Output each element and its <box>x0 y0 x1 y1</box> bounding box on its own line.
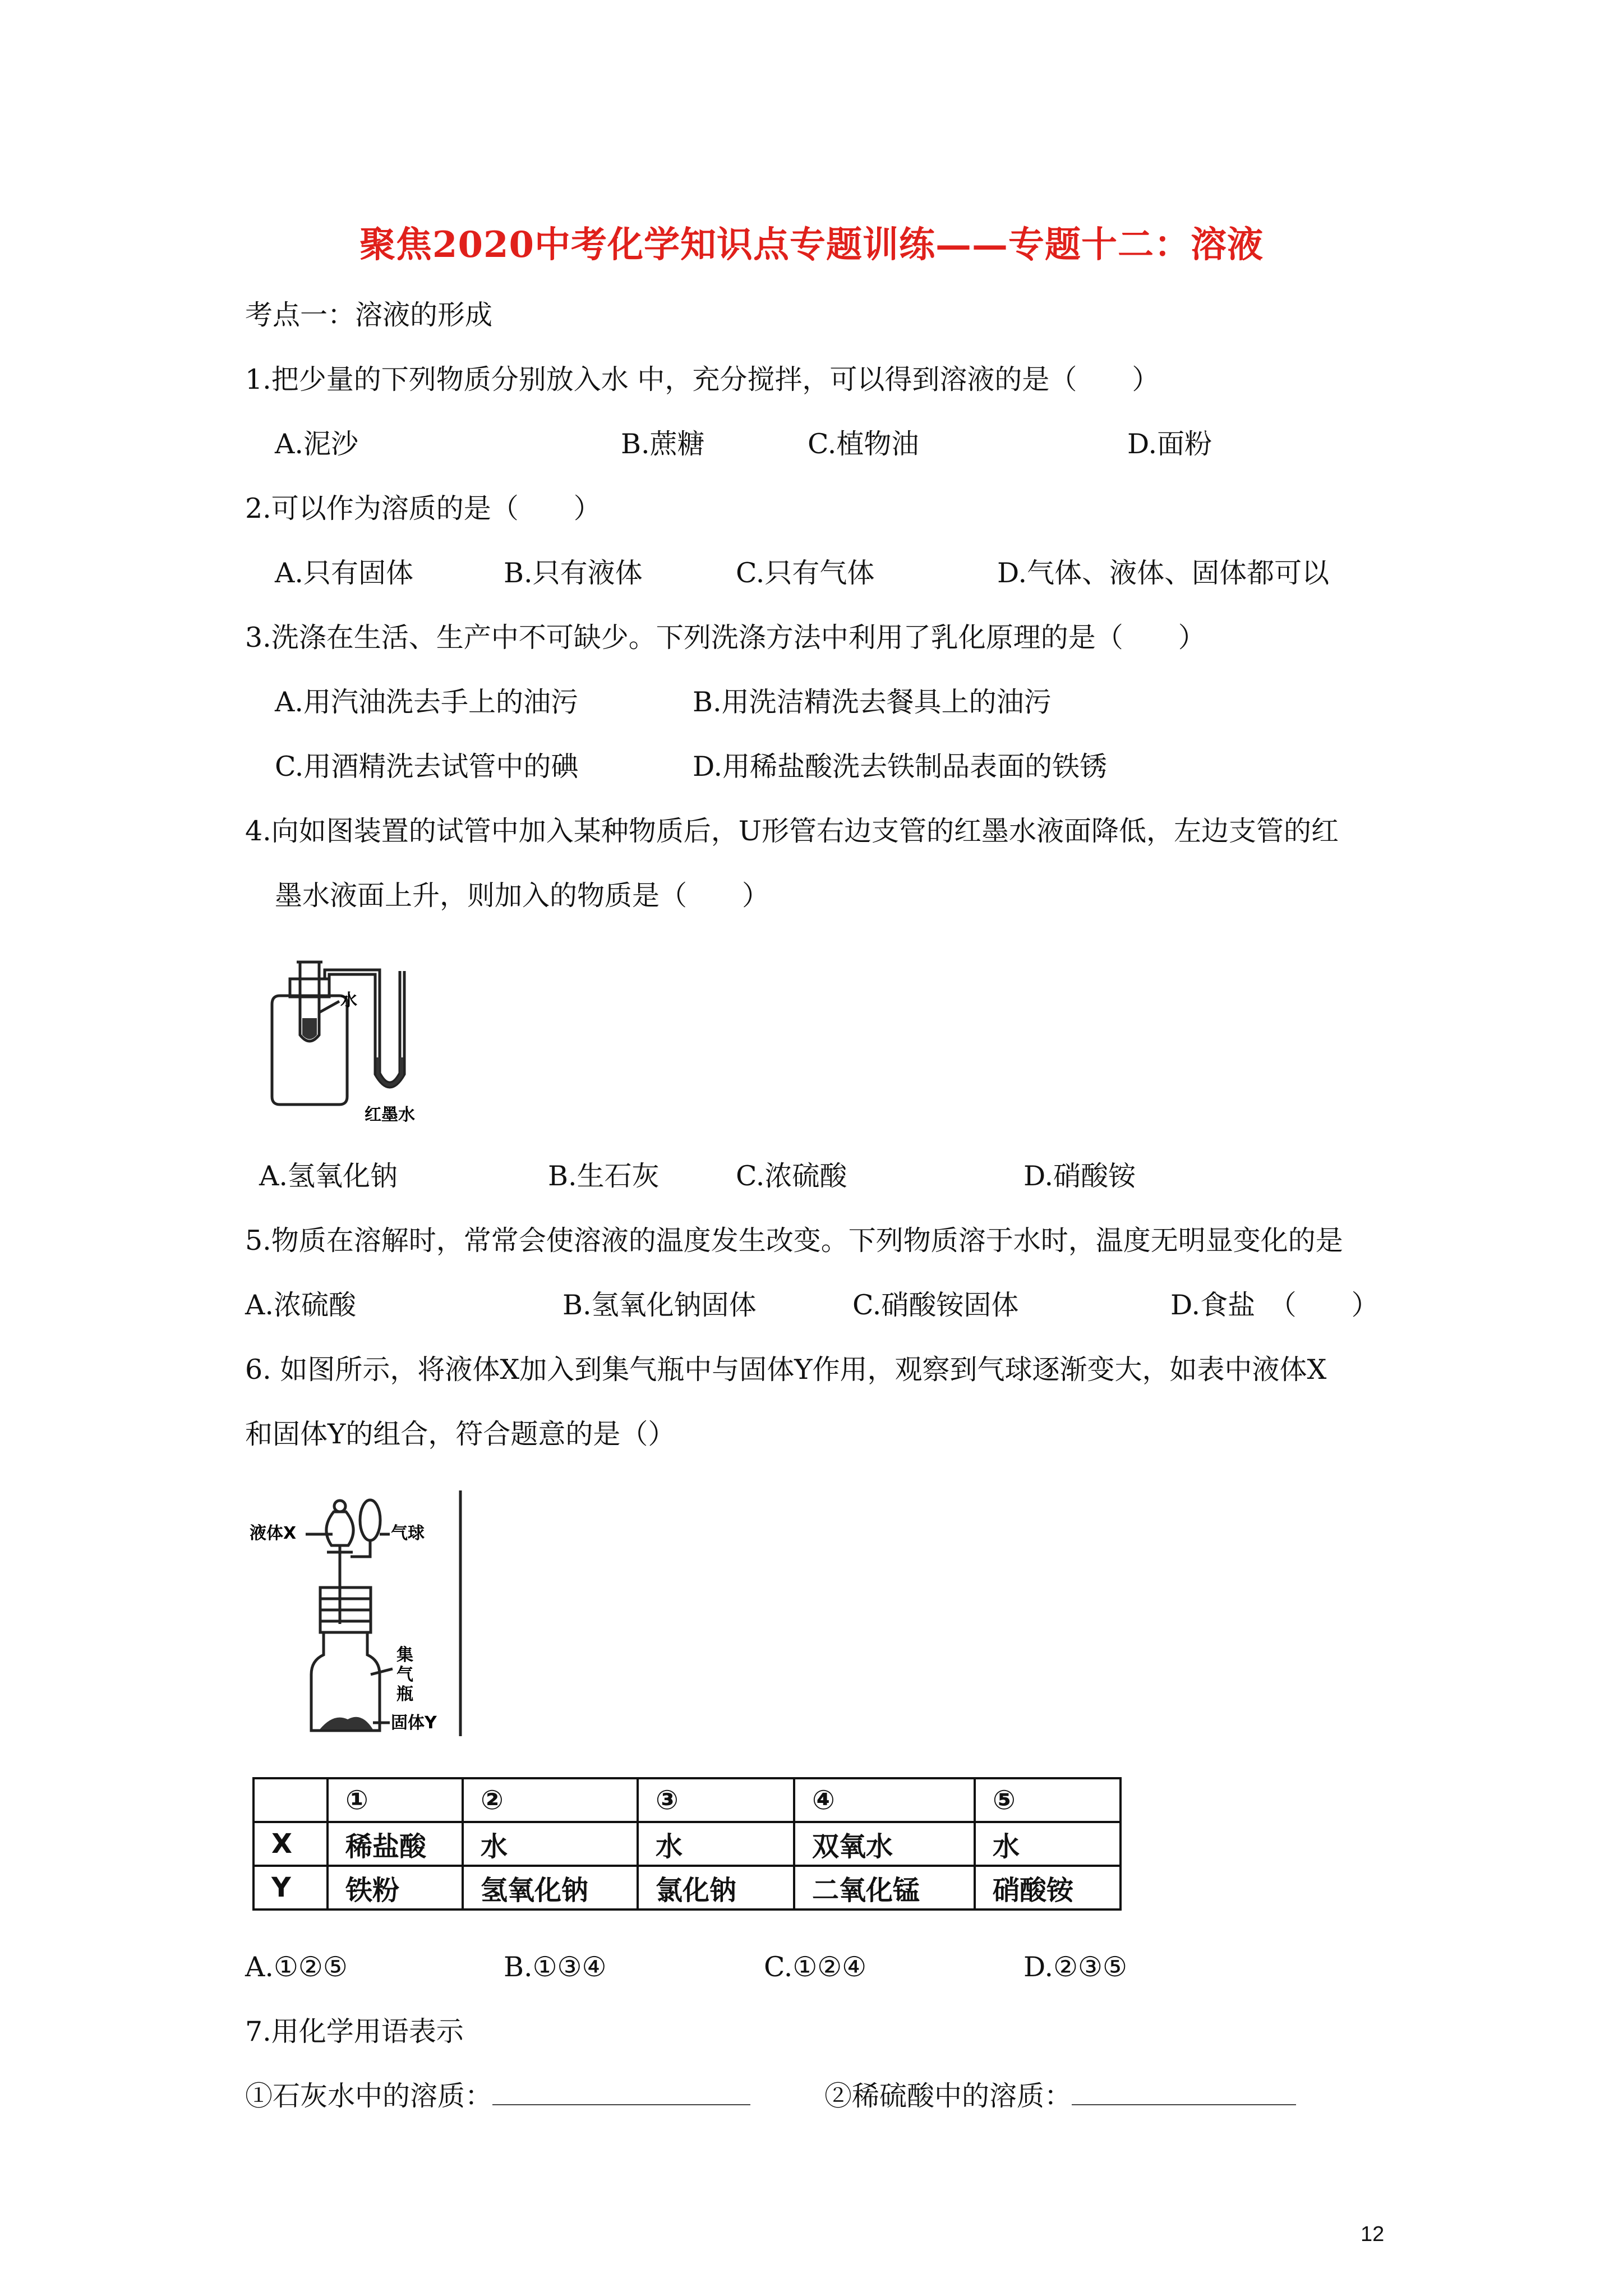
question-5-option-b: B.氢氧化钠固体 <box>562 1289 757 1321</box>
figure-label-bottle-3: 瓶 <box>396 1685 413 1704</box>
question-2-stem: 2.可以作为溶质的是（ ） <box>245 493 601 524</box>
figure-label-liquid-x: 液体X <box>250 1524 297 1543</box>
question-4-option-d: D.硝酸铵 <box>1023 1160 1136 1192</box>
u-tube-apparatus-figure <box>255 945 479 1125</box>
question-3-option-d: D.用稀盐酸洗去铁制品表面的铁锈 <box>693 751 1108 783</box>
question-2-option-c: C.只有气体 <box>736 557 875 589</box>
table-cell: 硝酸铵 <box>975 1866 1121 1910</box>
page-title: 聚焦2020中考化学知识点专题训练——专题十二：溶液 <box>359 224 1264 266</box>
question-1-option-a: A.泥沙 <box>275 428 358 460</box>
question-6-option-b: B.①③④ <box>504 1951 607 1983</box>
question-3-option-a: A.用汽油洗去手上的油污 <box>275 686 578 718</box>
question-7-stem: 7.用化学用语表示 <box>245 2016 464 2047</box>
question-5-stem: 5.物质在溶解时，常常会使溶液的温度发生改变。下列物质溶于水时，温度无明显变化的是 <box>245 1225 1343 1257</box>
table-row <box>253 1866 1121 1910</box>
question-6-option-a: A.①②⑤ <box>245 1951 348 1983</box>
table-cell: 氢氧化钠 <box>463 1866 638 1910</box>
answer-blank-1[interactable] <box>492 2079 750 2105</box>
question-4-stem-line2: 墨水液面上升，则加入的物质是（ ） <box>275 880 770 912</box>
table-cell: ① <box>328 1778 463 1822</box>
question-7-part-1-label: ①石灰水中的溶质： <box>245 2080 493 2112</box>
table-cell: 水 <box>463 1822 638 1866</box>
question-6-option-c: C.①②④ <box>764 1951 867 1983</box>
answer-blank-2[interactable] <box>1072 2079 1296 2105</box>
table-cell: ③ <box>638 1778 794 1822</box>
figure-label-solid-y: 固体Y <box>391 1713 437 1733</box>
table-cell: 二氧化锰 <box>794 1866 975 1910</box>
question-4-stem-line1: 4.向如图装置的试管中加入某种物质后，U形管右边支管的红墨水液面降低，左边支管的红 <box>245 815 1339 847</box>
table-cell: 氯化钠 <box>638 1866 794 1910</box>
question-5-option-c: C.硝酸铵固体 <box>852 1289 1019 1321</box>
question-1-option-b: B.蔗糖 <box>621 428 705 460</box>
table-cell: 铁粉 <box>328 1866 463 1910</box>
question-2-option-b: B.只有液体 <box>504 557 643 589</box>
question-6-option-d: D.②③⑤ <box>1023 1951 1127 1983</box>
page-number: 12 <box>1361 2223 1385 2246</box>
question-1-option-c: C.植物油 <box>808 428 919 460</box>
table-row <box>253 1822 1121 1866</box>
question-4-option-b: B.生石灰 <box>548 1160 660 1192</box>
question-7-part-2 <box>824 2079 1296 2113</box>
question-7-part-2-label: ②稀硫酸中的溶质： <box>824 2080 1072 2112</box>
table-cell: 双氧水 <box>794 1822 975 1866</box>
question-6-stem-line2: 和固体Y的组合，符合题意的是（） <box>245 1418 676 1450</box>
question-4-option-c: C.浓硫酸 <box>736 1160 847 1192</box>
table-cell: ② <box>463 1778 638 1822</box>
question-5-option-d: D.食盐 （ ） <box>1170 1289 1379 1321</box>
table-cell <box>253 1778 328 1822</box>
question-2-option-a: A.只有固体 <box>275 557 413 589</box>
question-5-option-a: A.浓硫酸 <box>245 1289 356 1321</box>
figure-label-balloon: 气球 <box>391 1524 425 1543</box>
question-6-stem-line1: 6. 如图所示，将液体X加入到集气瓶中与固体Y作用，观察到气球逐渐变大，如表中液体X <box>245 1354 1327 1386</box>
question-3-option-b: B.用洗洁精洗去餐具上的油污 <box>693 686 1052 718</box>
table-cell: Y <box>253 1866 328 1910</box>
question-4-option-a: A.氢氧化钠 <box>259 1160 398 1192</box>
question-7-part-1 <box>245 2079 750 2113</box>
table-cell: 水 <box>975 1822 1121 1866</box>
question-3-option-c: C.用酒精洗去试管中的碘 <box>275 751 579 783</box>
gas-bottle-balloon-figure <box>250 1489 474 1747</box>
table-cell: X <box>253 1822 328 1866</box>
figure-label-water: 水 <box>340 991 357 1010</box>
question-2-option-d: D.气体、液体、固体都可以 <box>997 557 1330 589</box>
figure-label-red-ink: 红墨水 <box>365 1105 415 1125</box>
figure-label-bottle-1: 集 <box>396 1645 413 1665</box>
table-cell: ⑤ <box>975 1778 1121 1822</box>
question-3-stem: 3.洗涤在生活、生产中不可缺少。下列洗涤方法中利用了乳化原理的是（ ） <box>245 622 1206 654</box>
question-1-option-d: D.面粉 <box>1127 428 1212 460</box>
table-header-row <box>253 1778 1121 1822</box>
table-cell: 稀盐酸 <box>328 1822 463 1866</box>
section-heading: 考点一：溶液的形成 <box>245 299 493 331</box>
table-cell: ④ <box>794 1778 975 1822</box>
table-cell: 水 <box>638 1822 794 1866</box>
question-1-stem: 1.把少量的下列物质分别放入水 中，充分搅拌，可以得到溶液的是（ ） <box>245 364 1160 395</box>
combination-table <box>252 1777 1122 1911</box>
figure-label-bottle-2: 气 <box>396 1665 413 1685</box>
